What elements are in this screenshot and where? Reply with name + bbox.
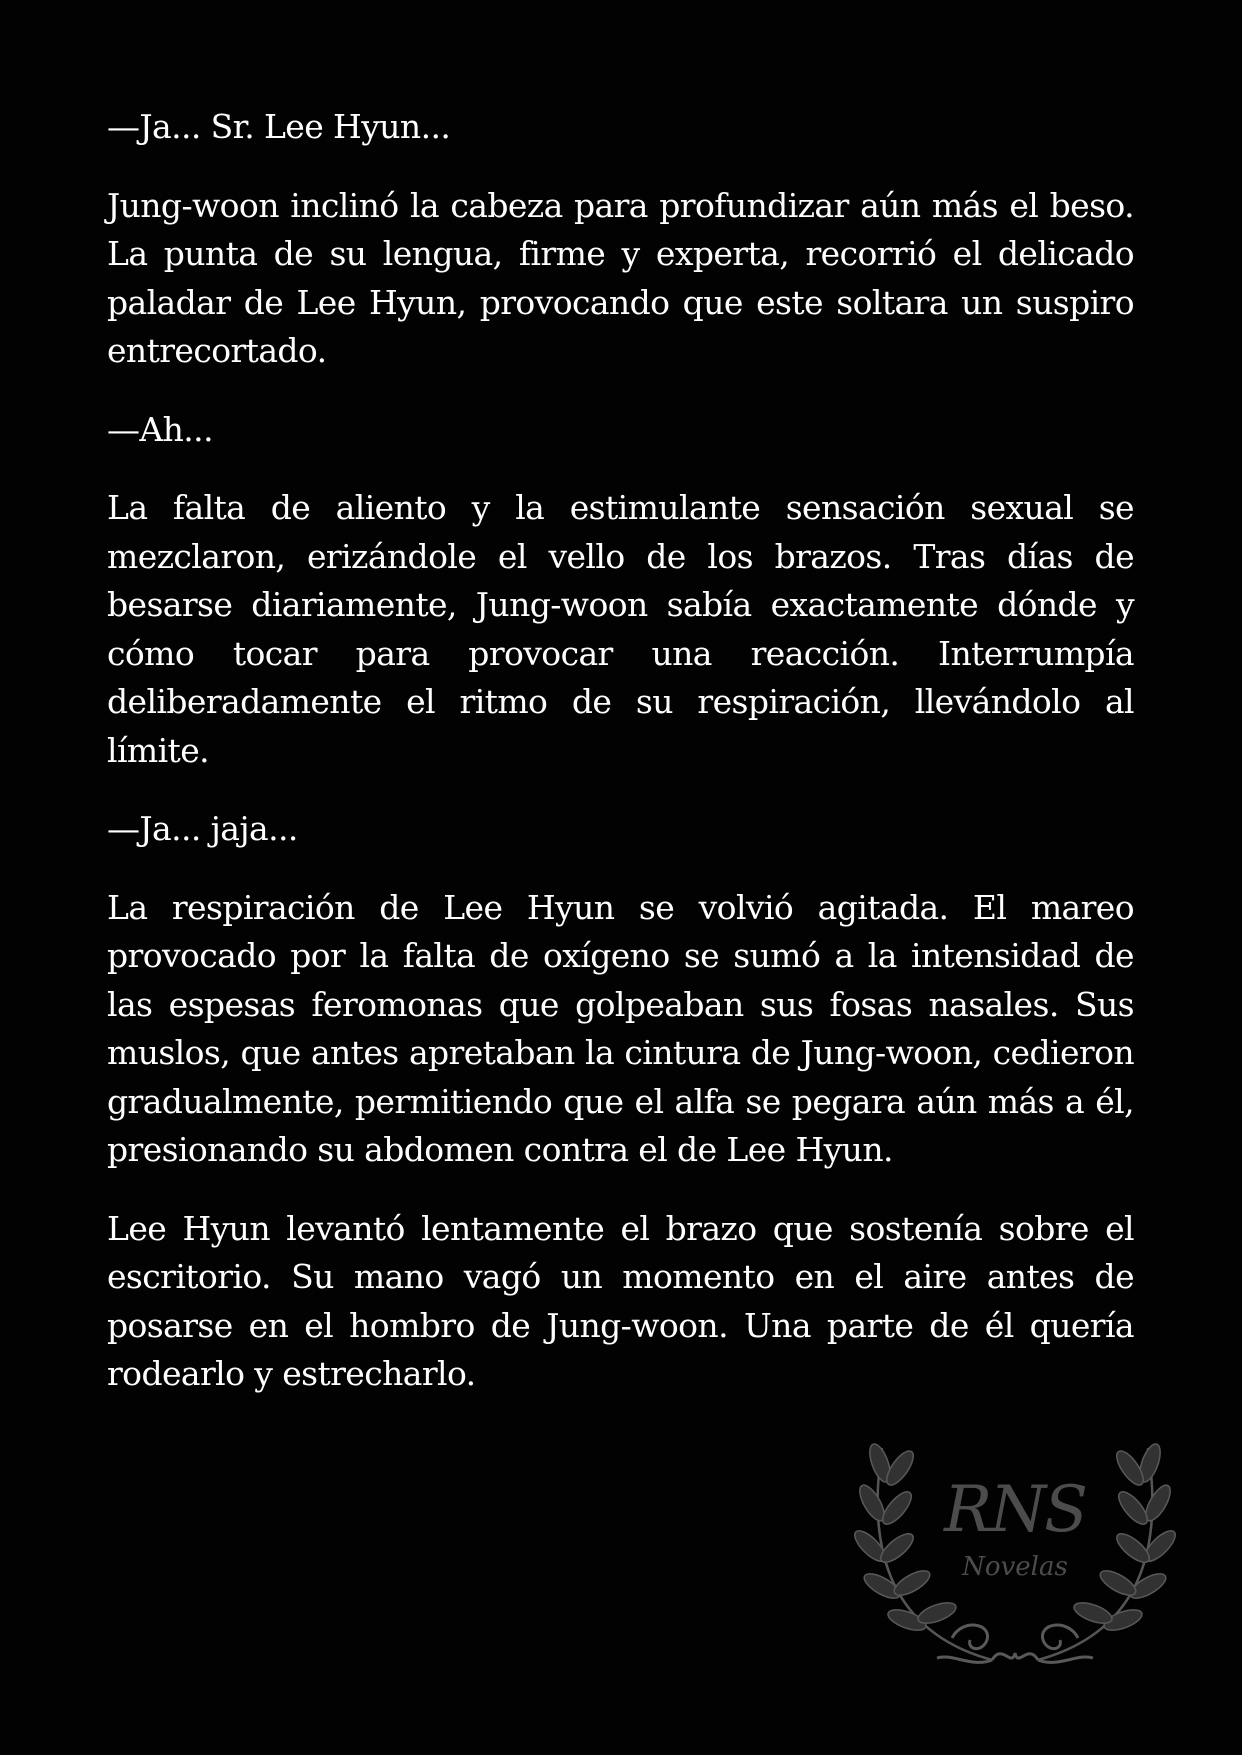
narration-paragraph: La falta de aliento y la estimulante sensación sexual se mezclaron, erizándole el vello de los brazos. Tras días de besarse diariamente, Jung-woon sabía exactamente dónde y cómo tocar para provocar una reacción. Interrumpía deliberadamente el ritmo de su respiración, llevándolo al límite. [107,488,1134,770]
laurel-wreath-icon [842,1428,1188,1674]
story-text [107,103,1134,1429]
dialogue-line: —Ja... Sr. Lee Hyun... [107,107,451,146]
narration-paragraph: Jung-woon inclinó la cabeza para profundizar aún más el beso. La punta de su lengua, firme y experta, recorrió el delicado paladar de Lee Hyun, provocando que este soltara un suspiro entrecortado. [107,185,1134,370]
dialogue-line: —Ja... jaja... [107,809,298,848]
watermark-title: RNS [943,1473,1087,1547]
watermark-logo [842,1428,1188,1674]
narration-paragraph: La respiración de Lee Hyun se volvió agitada. El mareo provocado por la falta de oxígeno se sumó a la intensidad de las espesas feromonas que golpeaban sus fosas nasales. Sus muslos, que antes apretaban la cintura de Jung-woon, cedieron gradualmente, permitiendo que el alfa se pegara aún más a él, presionando su abdomen contra el de Lee Hyun. [107,887,1134,1169]
watermark-subtitle: Novelas [962,1552,1068,1582]
narration-paragraph: Lee Hyun levantó lentamente el brazo que sostenía sobre el escritorio. Su mano vagó un momento en el aire antes de posarse en el hombro de Jung-woon. Una parte de él quería rodearlo y estrecharlo. [107,1208,1134,1393]
dialogue-line: —Ah... [107,409,213,449]
